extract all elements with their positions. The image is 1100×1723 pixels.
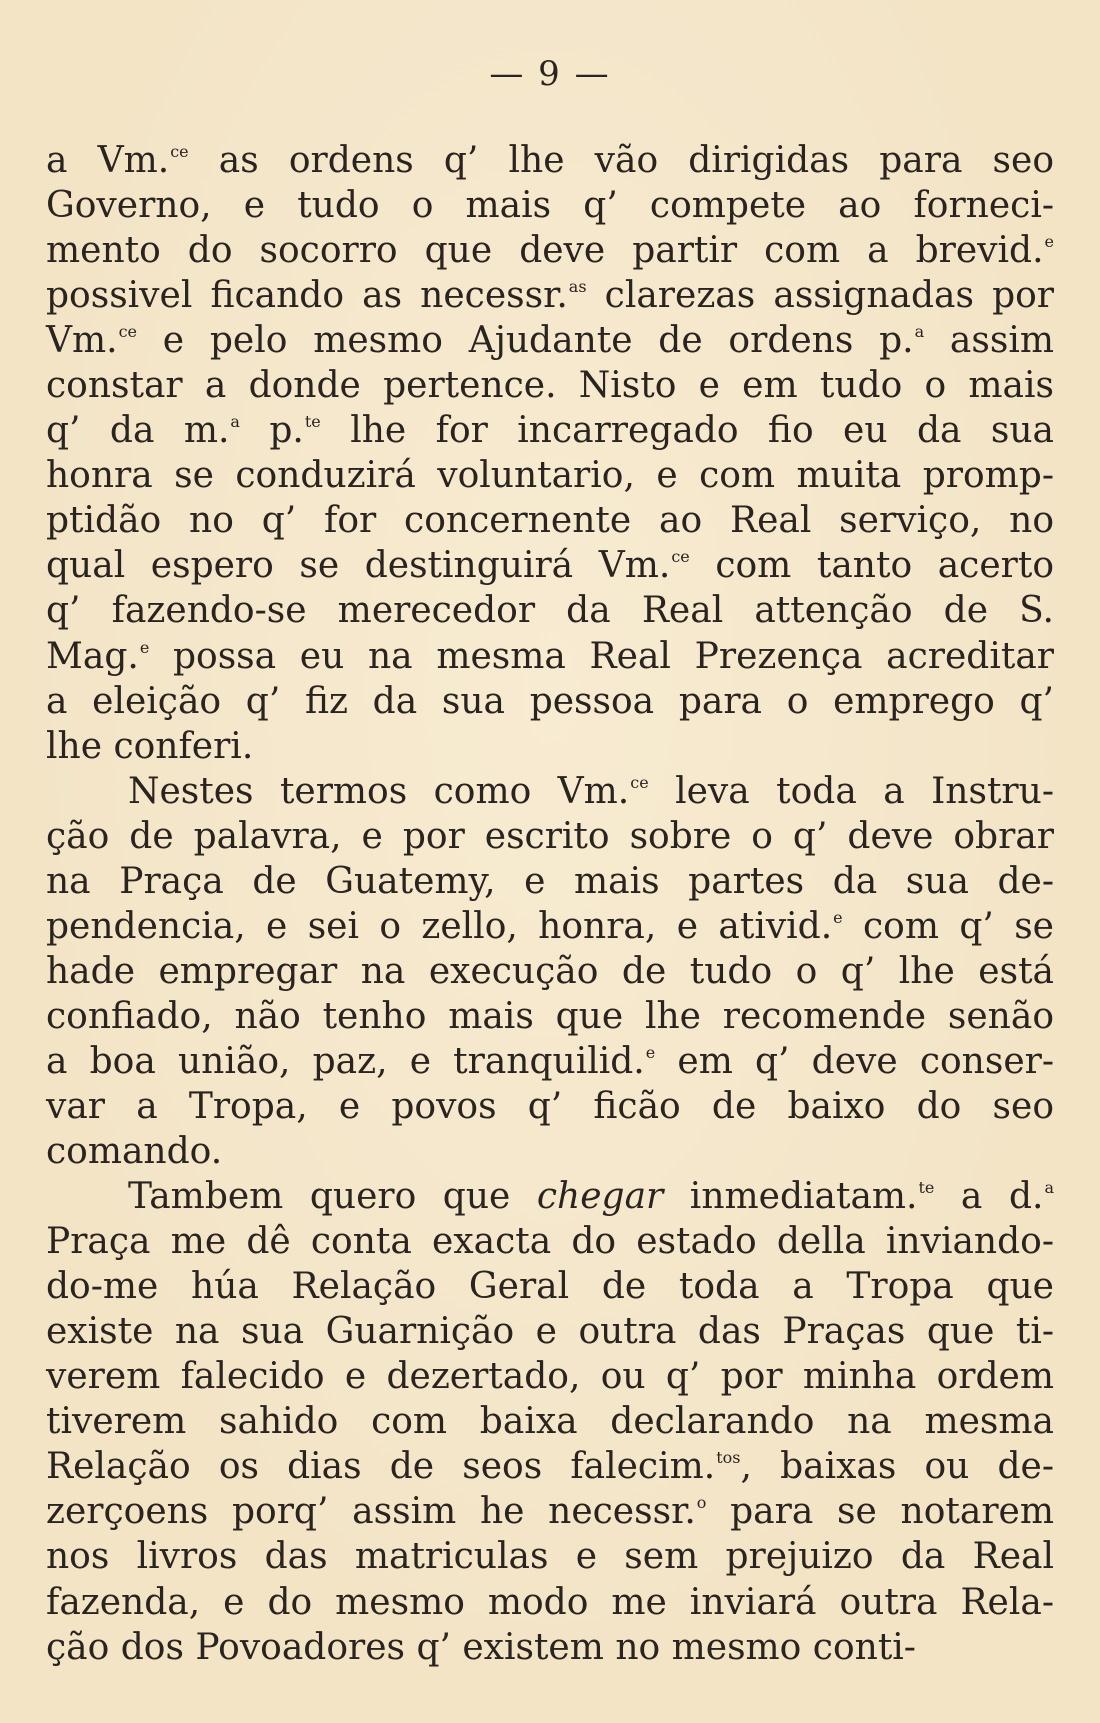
text-line (46, 724, 1054, 769)
text-run: honra se conduzirá voluntario, e com muita promp- (46, 455, 1054, 497)
superscript-abbreviation: ce (118, 322, 138, 342)
text-run: Vm. (46, 320, 118, 362)
superscript-abbreviation: e (139, 637, 150, 657)
superscript-abbreviation: as (568, 277, 587, 297)
text-run: do-me húa Relação Geral de toda a Tropa que (46, 1266, 1054, 1308)
text-run: com tanto acerto (689, 545, 1054, 587)
text-line (46, 1129, 1054, 1174)
text-run: comando. (46, 1131, 223, 1173)
text-run: Tambem quero que (128, 1176, 537, 1218)
text-line (46, 1084, 1054, 1129)
superscript-abbreviation: tos (716, 1448, 741, 1468)
text-run: q’ da m. (46, 410, 230, 452)
superscript-abbreviation: e (833, 907, 843, 927)
text-run: inmediatam. (663, 1176, 918, 1218)
text-line (46, 1354, 1054, 1399)
text-line (46, 183, 1054, 228)
text-line (46, 543, 1054, 588)
superscript-abbreviation: ce (630, 772, 649, 792)
text-run: na Praça de Guatemy, e mais partes da sua de- (46, 860, 1054, 902)
text-run: e pelo mesmo Ajudante de ordens p. (137, 320, 914, 362)
text-run: lhe conferi. (46, 725, 254, 767)
text-line (46, 1625, 1054, 1670)
text-run: hade empregar na execução de tudo o q’ lhe está (46, 950, 1054, 992)
text-line (46, 634, 1054, 679)
text-line (46, 1489, 1054, 1534)
text-run: nos livros das matriculas e sem prejuizo da Real (46, 1536, 1054, 1578)
text-run: Nestes termos como Vm. (128, 770, 630, 812)
text-run: possivel ficando as necessr. (46, 275, 568, 317)
text-run: Relação os dias de seos falecim. (46, 1446, 716, 1488)
text-run: a boa união, paz, e tranquilid. (46, 1040, 645, 1082)
text-run: tiverem sahido com baixa declarando na mesma (46, 1401, 1054, 1443)
superscript-abbreviation: e (1044, 232, 1054, 252)
text-line (46, 1444, 1054, 1489)
text-run: , baixas ou de- (740, 1446, 1054, 1488)
text-line (46, 588, 1054, 633)
text-line (46, 408, 1054, 453)
text-line (46, 273, 1054, 318)
page-number: — 9 — (489, 54, 611, 94)
text-line (46, 1580, 1054, 1625)
text-run: Governo, e tudo o mais q’ compete ao forneci- (46, 185, 1054, 227)
text-line (46, 1309, 1054, 1354)
text-run: para se notarem (706, 1491, 1054, 1533)
superscript-abbreviation: o (696, 1493, 707, 1513)
text-run: ção dos Povoadores q’ existem no mesmo conti- (46, 1626, 916, 1668)
text-run: q’ fazendo-se merecedor da Real attenção de S. (46, 590, 1054, 632)
text-run: em q’ deve conser- (655, 1040, 1054, 1082)
superscript-abbreviation: e (645, 1042, 656, 1062)
text-line (46, 498, 1054, 543)
text-line (46, 1174, 1054, 1219)
text-run: ção de palavra, e por escrito sobre o q’ deve obrar (46, 815, 1054, 857)
text-line (46, 949, 1054, 994)
text-run: as ordens q’ lhe vão dirigidas para seo (188, 140, 1054, 181)
text-run: Praça me dê conta exacta do estado della inviando- (46, 1221, 1054, 1263)
text-run: leva toda a Instru- (648, 770, 1054, 812)
text-line (46, 318, 1054, 363)
text-run: com q’ se (842, 905, 1054, 947)
text-run: assim (924, 320, 1054, 362)
text-line (46, 904, 1054, 949)
text-line (46, 1264, 1054, 1309)
text-line (46, 1534, 1054, 1579)
text-line (46, 679, 1054, 724)
superscript-abbreviation: a (1044, 1178, 1054, 1198)
text-line (46, 1399, 1054, 1444)
text-run: qual espero se destinguirá Vm. (46, 545, 671, 587)
text-run: zerçoens porq’ assim he necessr. (46, 1491, 696, 1533)
text-run: verem falecido e dezertado, ou q’ por minha ordem (46, 1356, 1054, 1398)
superscript-abbreviation: a (230, 412, 240, 432)
text-run: Mag. (46, 635, 139, 677)
text-line (46, 859, 1054, 904)
text-run: possa eu na mesma Real Prezença acreditar (149, 635, 1054, 677)
text-line (46, 453, 1054, 498)
text-line (46, 363, 1054, 408)
superscript-abbreviation: ce (170, 142, 189, 161)
text-run: a Vm. (46, 140, 170, 181)
italic-word: chegar (536, 1176, 664, 1218)
text-line (46, 1219, 1054, 1264)
text-run: pendencia, e sei o zello, honra, e ativid. (46, 905, 833, 947)
body-text (46, 138, 1054, 1670)
text-run: p. (239, 410, 304, 452)
superscript-abbreviation: te (918, 1178, 935, 1198)
text-line (46, 769, 1054, 814)
text-run: lhe for incarregado fio eu da sua (320, 410, 1054, 452)
superscript-abbreviation: a (914, 322, 925, 342)
text-run: a eleição q’ fiz da sua pessoa para o emprego q’ (46, 680, 1054, 722)
text-run: fazenda, e do mesmo modo me inviará outra Rela- (46, 1581, 1054, 1623)
text-run: existe na sua Guarnição e outra das Praças que ti- (46, 1311, 1054, 1353)
text-line (46, 1039, 1054, 1084)
text-run: constar a donde pertence. Nisto e em tudo o mais (46, 365, 1054, 407)
superscript-abbreviation: te (304, 412, 321, 432)
text-line (46, 138, 1054, 183)
text-line (46, 228, 1054, 273)
text-run: confiado, não tenho mais que lhe recomende senão (46, 995, 1054, 1037)
text-line (46, 994, 1054, 1039)
superscript-abbreviation: ce (671, 547, 690, 567)
text-line (46, 814, 1054, 859)
text-run: a d. (934, 1176, 1044, 1218)
text-run: var a Tropa, e povos q’ ficão de baixo do seo (46, 1085, 1054, 1127)
text-run: clarezas assignadas por (586, 275, 1055, 317)
text-run: ptidão no q’ for concernente ao Real serviço, no (46, 500, 1054, 542)
text-run: mento do socorro que deve partir com a brevid. (46, 230, 1044, 272)
